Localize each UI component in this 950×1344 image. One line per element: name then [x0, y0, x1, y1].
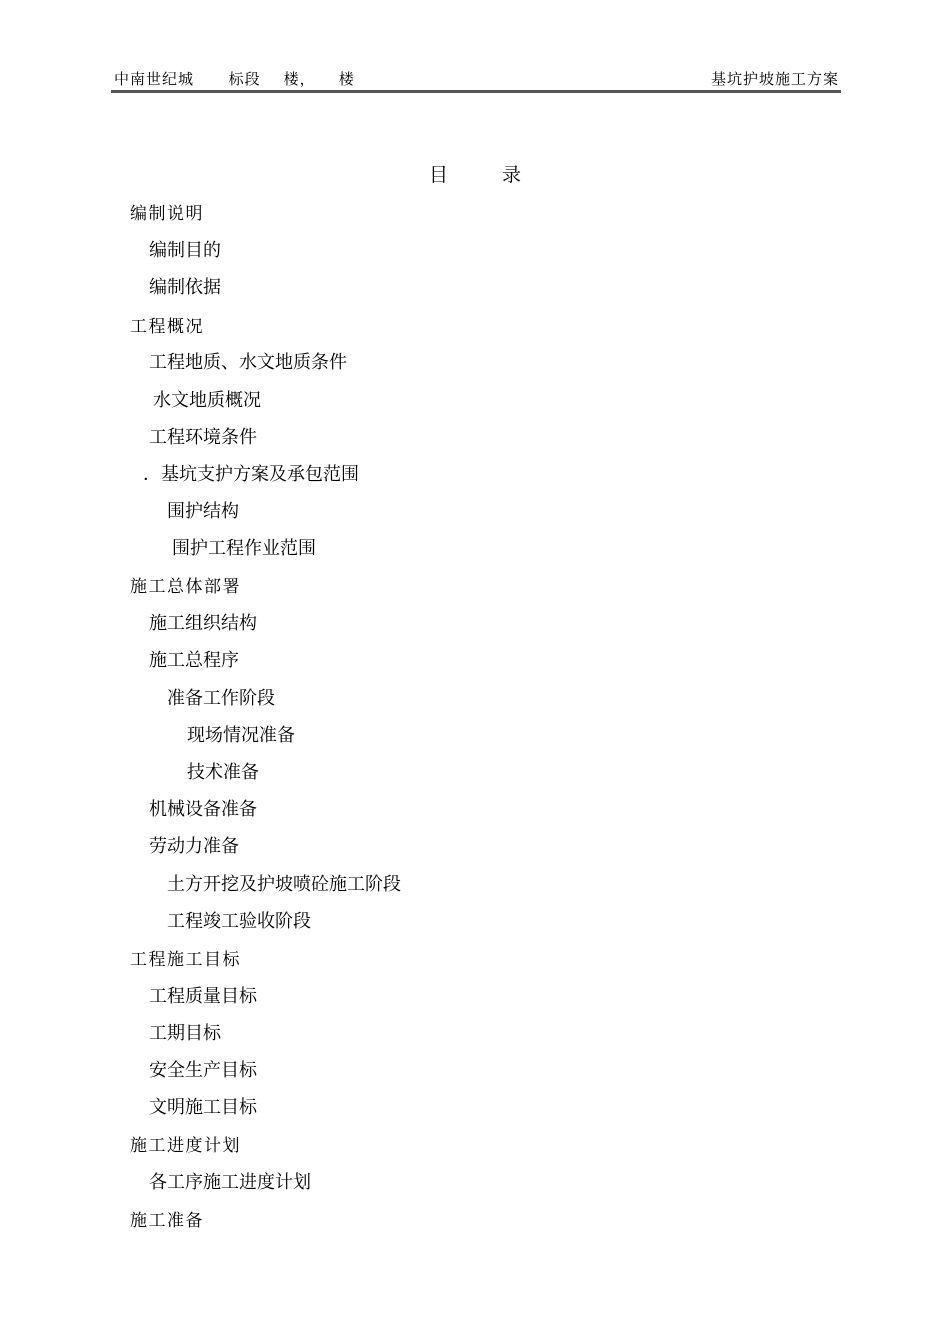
toc-subsection[interactable]: 工程环境条件 — [149, 427, 257, 448]
toc-subsection[interactable]: 编制目的 — [149, 240, 221, 261]
toc-subsection[interactable]: 工程质量目标 — [149, 986, 257, 1007]
toc-section[interactable]: 工程概况 — [130, 317, 204, 337]
toc-section[interactable]: 施工准备 — [130, 1211, 204, 1231]
toc-section[interactable]: 工程施工目标 — [130, 950, 241, 970]
toc-subsection[interactable]: 劳动力准备 — [149, 836, 239, 857]
header-project-name: 中南世纪城 标段 楼， 楼 — [114, 70, 355, 88]
toc-subsection[interactable]: 文明施工目标 — [149, 1097, 257, 1118]
toc-subsubsection[interactable]: 工程竣工验收阶段 — [167, 911, 311, 932]
toc-subsection[interactable]: 工程地质、水文地质条件 — [149, 352, 347, 373]
page-header — [111, 66, 841, 93]
toc-subsection[interactable]: 机械设备准备 — [149, 799, 257, 820]
toc-subsection[interactable]: 施工总程序 — [149, 650, 239, 671]
toc-subsection[interactable]: 水文地质概况 — [153, 390, 261, 411]
toc-subsubsection[interactable]: 准备工作阶段 — [167, 688, 275, 709]
toc-subsection[interactable]: 各工序施工进度计划 — [149, 1172, 311, 1193]
toc-subsubsubsection[interactable]: 现场情况准备 — [187, 725, 295, 746]
toc-subsection[interactable]: 编制依据 — [149, 277, 221, 298]
header-document-title: 基坑护坡施工方案 — [710, 70, 839, 88]
toc-subsubsection[interactable]: 土方开挖及护坡喷砼施工阶段 — [167, 874, 401, 895]
toc-title: 目录 — [428, 164, 575, 186]
toc-subsubsection[interactable]: 围护结构 — [167, 501, 239, 522]
toc-subsection[interactable]: 安全生产目标 — [149, 1060, 257, 1081]
toc-subsubsubsection[interactable]: 技术准备 — [187, 762, 259, 783]
toc-subsection[interactable]: 工期目标 — [149, 1023, 221, 1044]
toc-section[interactable]: 编制说明 — [130, 204, 204, 224]
toc-subsubsection[interactable]: 围护工程作业范围 — [172, 538, 316, 559]
toc-subsection[interactable]: ．基坑支护方案及承包范围 — [143, 464, 359, 485]
toc-section[interactable]: 施工进度计划 — [130, 1136, 241, 1156]
toc-subsection[interactable]: 施工组织结构 — [149, 613, 257, 634]
toc-section[interactable]: 施工总体部署 — [130, 577, 241, 597]
